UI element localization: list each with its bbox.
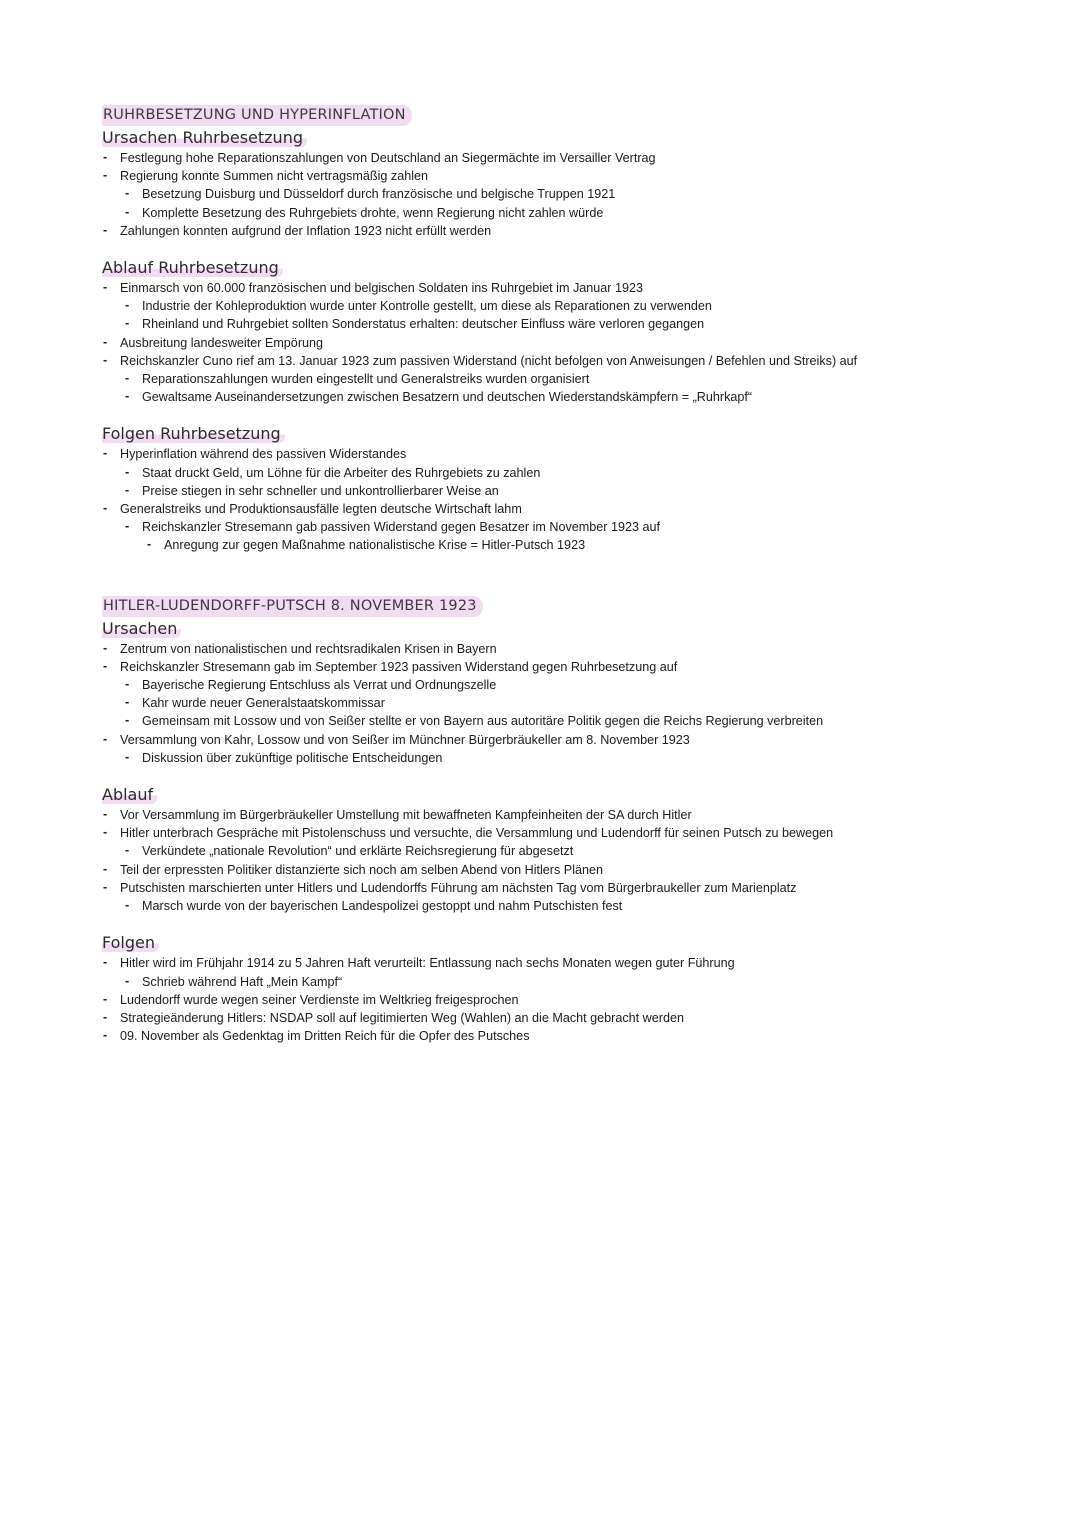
list-item: - Gewaltsame Auseinandersetzungen zwischen Besatzern und deutschen Wiederstandskämpfern = „Ruhrkapf“ [102,388,1080,406]
list-item: - Hitler wird im Frühjahr 1914 zu 5 Jahren Haft verurteilt: Entlassung nach sechs Monaten wegen guter Führung [102,954,1080,972]
list-item: - Hitler unterbrach Gespräche mit Pistolenschuss und versuchte, die Versammlung und Ludendorff für seinen Putsch zu bewegen [102,824,1080,842]
list-item: - Bayerische Regierung Entschluss als Verrat und Ordnungszelle [102,676,1080,694]
subsection-heading-text: Folgen Ruhrbesetzung [102,424,285,443]
subsection-heading [102,424,1080,444]
list-item: - Festlegung hohe Reparationszahlungen von Deutschland an Siegermächte im Versailler Vertrag [102,149,1080,167]
list-item: - Einmarsch von 60.000 französischen und belgischen Soldaten ins Ruhrgebiet im Januar 1923 [102,279,1080,297]
subsection-heading-text: Ablauf [102,785,157,804]
list-item: - Rheinland und Ruhrgebiet sollten Sonderstatus erhalten: deutscher Einfluss wäre verloren gegangen [102,315,1080,333]
bullet-list [102,954,1080,1045]
list-item: - Putschisten marschierten unter Hitlers und Ludendorffs Führung am nächsten Tag vom Bürgerbraukeller zum Marienplatz [102,879,1080,897]
list-item: - Verkündete „nationale Revolution“ und erklärte Reichsregierung für abgesetzt [102,842,1080,860]
list-item: - Vor Versammlung im Bürgerbräukeller Umstellung mit bewaffneten Kampfeinheiten der SA durch Hitler [102,806,1080,824]
list-item: - Hyperinflation während des passiven Widerstandes [102,445,1080,463]
subsection-gap [102,406,1080,424]
list-item: - 09. November als Gedenktag im Dritten Reich für die Opfer des Putsches [102,1027,1080,1045]
section-1 [102,104,1080,555]
subsection-heading [102,258,1080,278]
list-item: - Anregung zur gegen Maßnahme nationalistische Krise = Hitler-Putsch 1923 [102,536,1080,554]
bullet-list [102,279,1080,406]
subsection-heading [102,619,1080,639]
list-item: - Reparationszahlungen wurden eingestellt und Generalstreiks wurden organisiert [102,370,1080,388]
list-item: - Generalstreiks und Produktionsausfälle legten deutsche Wirtschaft lahm [102,500,1080,518]
bullet-list [102,149,1080,240]
list-item: - Versammlung von Kahr, Lossow und von Seißer im Münchner Bürgerbräukeller am 8. November 1923 [102,731,1080,749]
list-item: - Ludendorff wurde wegen seiner Verdienste im Weltkrieg freigesprochen [102,991,1080,1009]
list-item: - Preise stiegen in sehr schneller und unkontrollierbarer Weise an [102,482,1080,500]
section-2 [102,595,1080,1046]
subsection-heading-text: Ablauf Ruhrbesetzung [102,258,283,277]
list-item: - Gemeinsam mit Lossow und von Seißer stellte er von Bayern aus autoritäre Politik gegen die Reichs Regierung verbreiten [102,712,1080,730]
list-item: - Zahlungen konnten aufgrund der Inflation 1923 nicht erfüllt werden [102,222,1080,240]
list-item: - Teil der erpressten Politiker distanzierte sich noch am selben Abend von Hitlers Plänen [102,861,1080,879]
subsection-gap [102,767,1080,785]
subsection-heading [102,785,1080,805]
section-gap [102,555,1080,595]
list-item: - Zentrum von nationalistischen und rechtsradikalen Krisen in Bayern [102,640,1080,658]
subsection-heading-text: Ursachen [102,619,181,638]
list-item: - Industrie der Kohleproduktion wurde unter Kontrolle gestellt, um diese als Reparationen zu verwenden [102,297,1080,315]
list-item: - Strategieänderung Hitlers: NSDAP soll auf legitimierten Weg (Wahlen) an die Macht gebracht werden [102,1009,1080,1027]
bullet-list [102,806,1080,915]
subsection-gap [102,915,1080,933]
list-item: - Ausbreitung landesweiter Empörung [102,334,1080,352]
section-title: HITLER-LUDENDORFF-PUTSCH 8. NOVEMBER 1923 [102,596,483,617]
list-item: - Diskussion über zukünftige politische Entscheidungen [102,749,1080,767]
list-item: - Reichskanzler Stresemann gab im September 1923 passiven Widerstand gegen Ruhrbesetzung auf [102,658,1080,676]
subsection-heading-text: Ursachen Ruhrbesetzung [102,128,307,147]
list-item: - Marsch wurde von der bayerischen Landespolizei gestoppt und nahm Putschisten fest [102,897,1080,915]
subsection-heading-text: Folgen [102,933,159,952]
list-item: - Staat druckt Geld, um Löhne für die Arbeiter des Ruhrgebiets zu zahlen [102,464,1080,482]
subsection-gap [102,240,1080,258]
list-item: - Komplette Besetzung des Ruhrgebiets drohte, wenn Regierung nicht zahlen würde [102,204,1080,222]
list-item: - Regierung konnte Summen nicht vertragsmäßig zahlen [102,167,1080,185]
section-title: RUHRBESETZUNG UND HYPERINFLATION [102,105,412,126]
list-item: - Besetzung Duisburg und Düsseldorf durch französische und belgische Truppen 1921 [102,185,1080,203]
list-item: - Kahr wurde neuer Generalstaatskommissar [102,694,1080,712]
list-item: - Reichskanzler Stresemann gab passiven Widerstand gegen Besatzer im November 1923 auf [102,518,1080,536]
bullet-list [102,445,1080,554]
subsection-heading [102,933,1080,953]
list-item: - Reichskanzler Cuno rief am 13. Januar 1923 zum passiven Widerstand (nicht befolgen von Anweisungen / Befehlen und Streiks) auf [102,352,1080,370]
subsection-heading [102,128,1080,148]
bullet-list [102,640,1080,767]
list-item: - Schrieb während Haft „Mein Kampf“ [102,973,1080,991]
